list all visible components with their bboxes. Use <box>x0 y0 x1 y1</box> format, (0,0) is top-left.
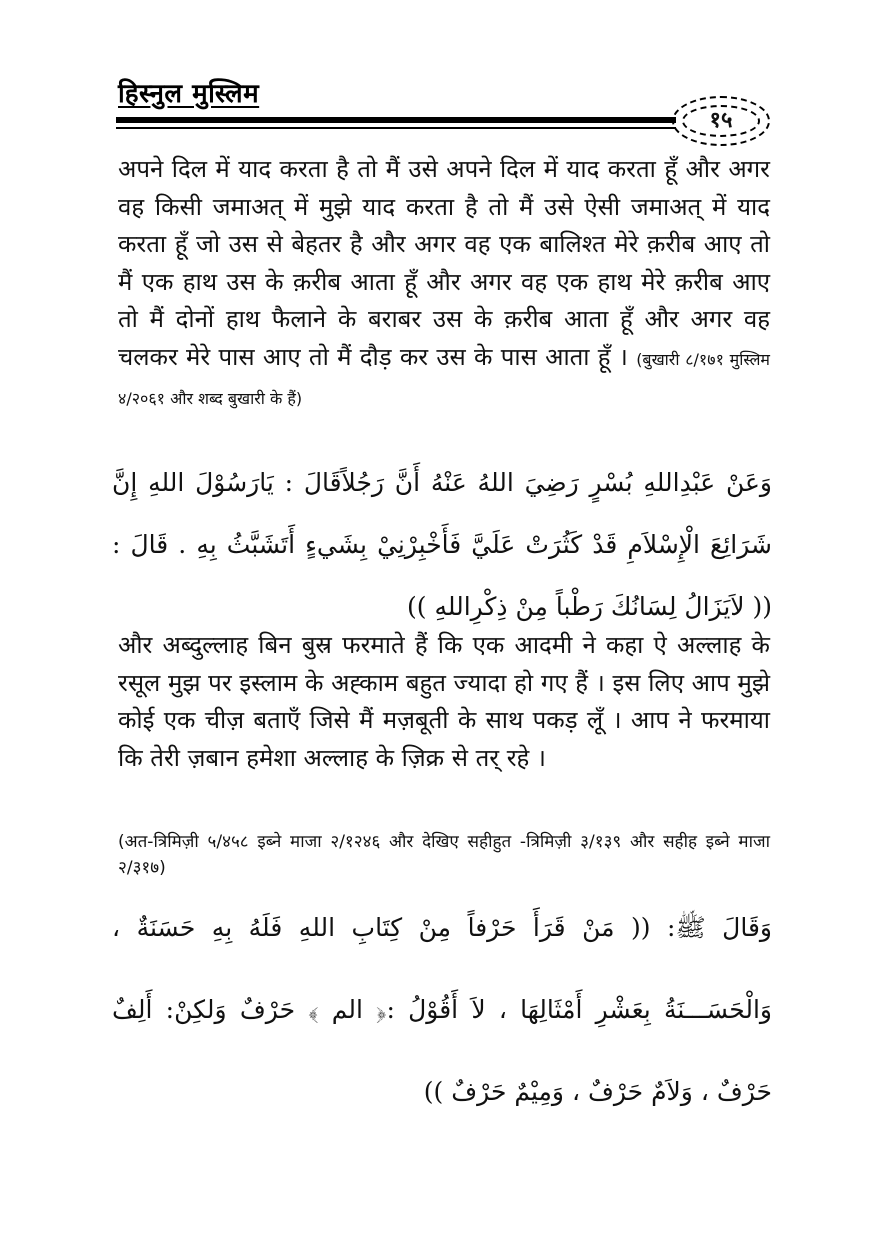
hindi-paragraph-1-text: अपने दिल में याद करता है तो मैं उसे अपने दिल में याद करता हूँ और अगर वह किसी जमाअत् में मुझे याद करता है तो मैं उसे ऐसी जमाअत् में याद करता हूँ जो उस से बेहतर है और अगर वह एक बालिश्त मेरे क़रीब आए तो मैं एक हाथ उस के क़रीब आता हूँ और अगर वह एक हाथ मेरे क़रीब आए तो मैं दोनों हाथ फैलाने के बराबर उस के क़रीब आता हूँ और अगर वह चलकर मेरे पास आए तो मैं दौड़ कर उस के पास आता हूँ । <box>118 155 770 371</box>
arabic-hadith-1: وَعَنْ عَبْدِاللهِ بُسْرٍ رَضِيَ اللهُ عَنْهُ أَنَّ رَجُلاًقَالَ : يَارَسُوْلَ اللهِ إِنَّ شَرَائِعَ الْإِسْلاَمِ قَدْ كَثُرَتْ عَلَيَّ فَأَخْبِرْنِيْ بِشَيءٍ أَتَشَبَّثُ بِهِ . قَالَ : (( لاَيَزَالُ لِسَانُكَ رَطْباً مِنْ ذِكْرِاللهِ )) <box>112 468 772 621</box>
page-number: १५ <box>682 105 760 137</box>
header-rule-thin <box>116 127 676 129</box>
arabic-hadith-2: وَقَالَ ﷺ: (( مَنْ قَرَأَ حَرْفاً مِنْ كِتَابِ اللهِ فَلَهُ بِهِ حَسَنَةٌ ، وَالْحَسَـــنَةُ بِعَشْرِ أَمْثَالِهَا ، لاَ أَقُوْلُ :﴿ الم ﴾ حَرْفٌ وَلكِنْ: أَلِفٌ حَرْفٌ ، وَلاَمٌ حَرْفٌ ، وَمِيْمٌ حَرْفٌ )) <box>112 913 772 1106</box>
hindi-paragraph-1-reference: (बुखारी ८/१७१ मुस्लिम ४/२०६१ और शब्द बुखारी के हैं) <box>118 349 770 408</box>
hindi-paragraph-1 <box>118 151 770 418</box>
page-number-badge <box>672 96 770 146</box>
reference-citation-2: (अत-त्रिमिज़ी ५/४५८ इब्ने माजा २/१२४६ और देखिए सहीहुत -त्रिमिज़ी ३/१३९ और सहीह इब्ने माजा २/३१७) <box>118 832 770 878</box>
header-rule-thick <box>116 117 676 123</box>
running-header-title: हिस्नुल मुस्लिम <box>118 79 260 109</box>
hindi-paragraph-2: और अब्दुल्लाह बिन बुस्र फरमाते हैं कि एक आदमी ने कहा ऐ अल्लाह के रसूल मुझ पर इस्लाम के अह्काम बहुत ज्यादा हो गए हैं । इस लिए आप मुझे कोई एक चीज़ बताएँ जिसे मैं मज़बूती के साथ पकड़ लूँ । आप ने फरमाया कि तेरी ज़बान हमेशा अल्लाह के ज़िक्र से तर् रहे । <box>118 631 770 772</box>
